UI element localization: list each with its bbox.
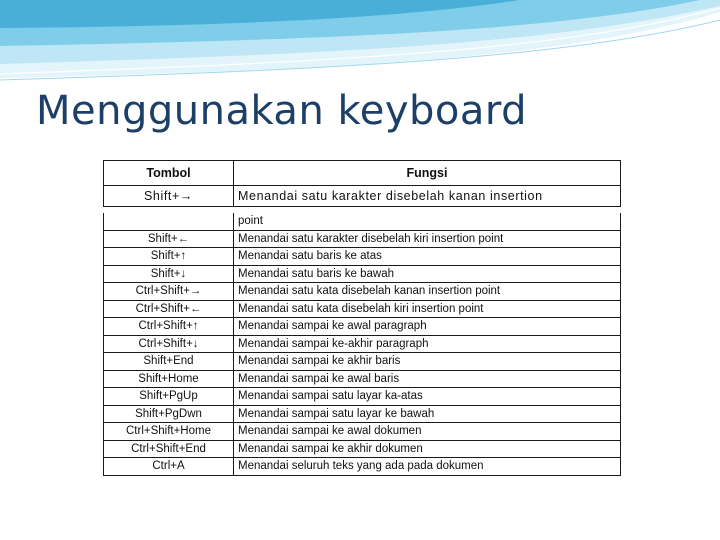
table-row (104, 458, 621, 476)
key-cell: Ctrl+Shift+End (104, 440, 234, 458)
table-row (104, 300, 621, 318)
table-row-continuation (104, 213, 621, 230)
function-cell: Menandai sampai satu layar ka-atas (234, 388, 621, 406)
table-row (104, 388, 621, 406)
key-cell: Shift+→ (104, 186, 234, 207)
function-cell: Menandai sampai ke akhir baris (234, 353, 621, 371)
key-cell: Ctrl+Shift+↑ (104, 318, 234, 336)
function-cell: point (234, 213, 621, 230)
table-row (104, 248, 621, 266)
key-cell: Ctrl+Shift+→ (104, 283, 234, 301)
table-row (104, 318, 621, 336)
function-cell: Menandai sampai ke awal baris (234, 370, 621, 388)
function-cell: Menandai satu kata disebelah kiri insertion point (234, 300, 621, 318)
function-cell: Menandai satu karakter disebelah kanan insertion (234, 186, 621, 207)
function-cell: Menandai sampai ke-akhir paragraph (234, 335, 621, 353)
keyboard-shortcut-table (103, 160, 621, 476)
table-row (104, 335, 621, 353)
table-row (104, 405, 621, 423)
key-cell: Shift+End (104, 353, 234, 371)
function-cell: Menandai sampai ke akhir dokumen (234, 440, 621, 458)
table-header-row (104, 161, 621, 186)
table-row (104, 265, 621, 283)
key-cell: Ctrl+Shift+Home (104, 423, 234, 441)
table-row (104, 283, 621, 301)
table-row (104, 230, 621, 248)
function-cell: Menandai sampai ke awal paragraph (234, 318, 621, 336)
function-cell: Menandai sampai ke awal dokumen (234, 423, 621, 441)
key-cell: Shift+← (104, 230, 234, 248)
key-cell: Ctrl+A (104, 458, 234, 476)
function-cell: Menandai satu kata disebelah kanan insertion point (234, 283, 621, 301)
table-row (104, 440, 621, 458)
table-row (104, 423, 621, 441)
key-cell: Shift+↑ (104, 248, 234, 266)
function-cell: Menandai satu karakter disebelah kiri insertion point (234, 230, 621, 248)
key-cell: Shift+Home (104, 370, 234, 388)
key-cell: Ctrl+Shift+↓ (104, 335, 234, 353)
table-row (104, 186, 621, 207)
header-wave-decoration (0, 0, 720, 90)
table-row (104, 370, 621, 388)
table-row (104, 353, 621, 371)
header-tombol: Tombol (104, 161, 234, 186)
function-cell: Menandai satu baris ke atas (234, 248, 621, 266)
key-cell: Ctrl+Shift+← (104, 300, 234, 318)
key-cell: Shift+PgUp (104, 388, 234, 406)
function-cell: Menandai seluruh teks yang ada pada dokumen (234, 458, 621, 476)
key-cell (104, 213, 234, 230)
key-cell: Shift+PgDwn (104, 405, 234, 423)
slide-title: Menggunakan keyboard (36, 88, 528, 134)
function-cell: Menandai sampai satu layar ke bawah (234, 405, 621, 423)
header-fungsi: Fungsi (234, 161, 621, 186)
function-cell: Menandai satu baris ke bawah (234, 265, 621, 283)
key-cell: Shift+↓ (104, 265, 234, 283)
